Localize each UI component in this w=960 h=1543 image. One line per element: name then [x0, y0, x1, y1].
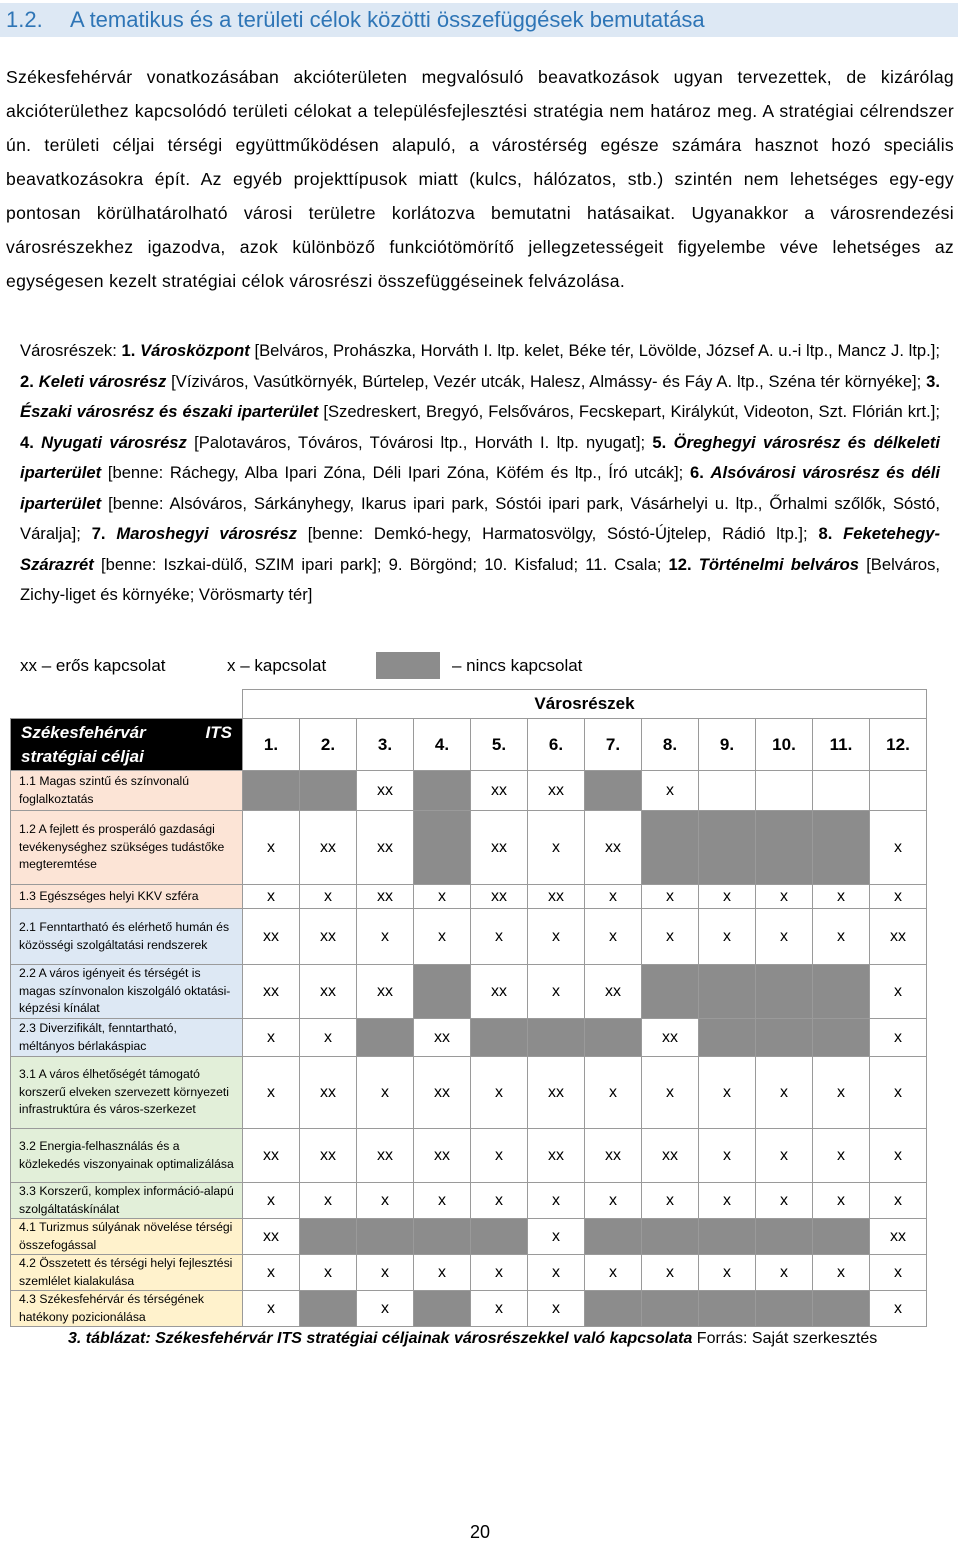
connection-cell: x: [243, 1255, 300, 1291]
connection-cell: xx: [357, 1129, 414, 1183]
connection-cell: xx: [870, 1219, 927, 1255]
district-number: 7.: [91, 524, 106, 543]
connection-cell: xx: [300, 1129, 357, 1183]
connection-cell: [870, 771, 927, 811]
district-name: Északi városrész és északi iparterület: [20, 402, 319, 421]
connection-cell: [813, 771, 870, 811]
connection-cell: xx: [357, 811, 414, 885]
connection-cell: x: [756, 885, 813, 909]
no-connection-cell: [756, 1019, 813, 1057]
connection-cell: x: [870, 1291, 927, 1327]
strategic-goal-label: 2.2 A város igényeit és térségét is magas színvonalon kiszolgáló oktatási-képzési kínálat: [11, 965, 243, 1019]
connection-cell: x: [699, 885, 756, 909]
connection-cell: xx: [585, 1129, 642, 1183]
connection-cell: x: [357, 909, 414, 965]
legend-none-swatch: [376, 652, 440, 679]
connection-cell: x: [300, 1255, 357, 1291]
no-connection-cell: [585, 1219, 642, 1255]
district-name: Városközpont: [140, 341, 250, 360]
connection-cell: x: [585, 1255, 642, 1291]
connection-cell: x: [585, 885, 642, 909]
connection-cell: xx: [585, 811, 642, 885]
district-description: [Belváros, Zichy-liget és környéke; Vörösmarty tér]: [20, 554, 940, 604]
no-connection-cell: [585, 771, 642, 811]
table-row: [11, 1129, 927, 1183]
connection-cell: x: [528, 1291, 585, 1327]
districts-intro: Városrészek:: [20, 341, 122, 360]
connection-cell: xx: [471, 771, 528, 811]
connection-cell: x: [642, 1057, 699, 1129]
connection-cell: x: [813, 1255, 870, 1291]
connection-cell: xx: [414, 1057, 471, 1129]
table-row: [11, 1219, 927, 1255]
connection-cell: x: [870, 1183, 927, 1219]
section-number: 1.2.: [6, 7, 43, 32]
connection-cell: xx: [471, 965, 528, 1019]
connection-cell: xx: [528, 771, 585, 811]
no-connection-cell: [642, 965, 699, 1019]
connection-cell: x: [585, 909, 642, 965]
no-connection-cell: [699, 1019, 756, 1057]
connection-cell: x: [870, 1057, 927, 1129]
connection-cell: xx: [300, 965, 357, 1019]
districts-paragraph: [20, 336, 940, 611]
connection-cell: x: [471, 1129, 528, 1183]
connection-cell: x: [813, 1129, 870, 1183]
connection-cell: x: [528, 1183, 585, 1219]
no-connection-cell: [699, 1219, 756, 1255]
goals-header-b: ITS: [205, 722, 232, 742]
page-number: 20: [469, 1522, 491, 1542]
connection-cell: x: [357, 1183, 414, 1219]
district-column-header: 7.: [585, 719, 642, 771]
table-row: [11, 1183, 927, 1219]
connection-cell: x: [813, 885, 870, 909]
connection-cell: [699, 771, 756, 811]
strategic-goal-label: 4.1 Turizmus súlyának növelése térségi összefogással: [11, 1219, 243, 1255]
strategic-goal-label: 1.1 Magas szintű és színvonalú foglalkoztatás: [11, 771, 243, 811]
connection-cell: x: [414, 885, 471, 909]
connection-cell: xx: [300, 1057, 357, 1129]
district-name: Maroshegyi városrész: [116, 524, 297, 543]
district-number: 2.: [20, 371, 34, 391]
district-number: 12.: [668, 554, 692, 574]
connection-cell: x: [243, 1291, 300, 1327]
connection-cell: x: [414, 1183, 471, 1219]
no-connection-cell: [756, 1291, 813, 1327]
connection-cell: x: [870, 1129, 927, 1183]
district-list: [20, 341, 940, 604]
table-row: [11, 1019, 927, 1057]
connection-cell: xx: [414, 1129, 471, 1183]
no-connection-cell: [699, 811, 756, 885]
connection-cell: x: [300, 1183, 357, 1219]
connection-cell: x: [243, 1019, 300, 1057]
connection-cell: x: [471, 1057, 528, 1129]
no-connection-cell: [357, 1019, 414, 1057]
connection-cell: x: [471, 1255, 528, 1291]
connection-cell: x: [642, 1183, 699, 1219]
no-connection-cell: [642, 1219, 699, 1255]
caption-source: Forrás: Saját szerkesztés: [692, 1330, 878, 1347]
connection-cell: xx: [528, 1129, 585, 1183]
no-connection-cell: [813, 811, 870, 885]
connection-cell: x: [699, 1255, 756, 1291]
connection-cell: x: [642, 909, 699, 965]
connection-cell: x: [528, 1219, 585, 1255]
table-row: [11, 1291, 927, 1327]
legend-strong: xx – erős kapcsolat: [20, 656, 166, 675]
table-row: [11, 771, 927, 811]
goals-header-c: stratégiai céljai: [21, 746, 144, 766]
connection-cell: x: [243, 1183, 300, 1219]
connection-cell: x: [870, 965, 927, 1019]
goals-header-a: Székesfehérvár: [21, 722, 146, 742]
connection-cell: xx: [870, 909, 927, 965]
connection-cell: x: [870, 885, 927, 909]
table-caption: [68, 1330, 877, 1348]
connection-cell: x: [870, 1255, 927, 1291]
district-column-header: 3.: [357, 719, 414, 771]
no-connection-cell: [528, 1019, 585, 1057]
district-name: Keleti városrész: [38, 371, 167, 391]
no-connection-cell: [756, 811, 813, 885]
connection-cell: x: [471, 909, 528, 965]
section-heading: [0, 3, 958, 37]
no-connection-cell: [756, 965, 813, 1019]
connection-cell: xx: [300, 811, 357, 885]
connection-cell: [756, 771, 813, 811]
table-row: [11, 811, 927, 885]
district-description: [benne: Demkó-hegy, Harmatosvölgy, Sóstó-Újtelep, Rádió ltp.];: [296, 524, 819, 543]
connection-cell: x: [756, 1255, 813, 1291]
strategic-goal-label: 1.3 Egészséges helyi KKV szféra: [11, 885, 243, 909]
connection-cell: xx: [357, 965, 414, 1019]
district-description: [Belváros, Prohászka, Horváth I. ltp. kelet, Béke tér, Lövölde, József A. u.-i ltp., Mancz J. ltp.];: [249, 341, 940, 360]
no-connection-cell: [642, 1291, 699, 1327]
strategic-goal-label: 1.2 A fejlett és prosperáló gazdasági tevékenységhez szükséges tudástőke megteremtése: [11, 811, 243, 885]
connection-cell: x: [870, 811, 927, 885]
connection-cell: x: [813, 909, 870, 965]
connection-cell: x: [699, 1129, 756, 1183]
connection-cell: x: [528, 811, 585, 885]
connection-cell: xx: [414, 1019, 471, 1057]
connection-cell: xx: [642, 1129, 699, 1183]
section-title: A tematikus és a területi célok közötti összefüggések bemutatása: [70, 7, 705, 32]
connection-cell: x: [813, 1057, 870, 1129]
goals-district-matrix: [10, 689, 927, 1327]
connection-cell: x: [585, 1057, 642, 1129]
no-connection-cell: [813, 1019, 870, 1057]
no-connection-cell: [699, 1291, 756, 1327]
district-description: [Víziváros, Vasútkörnyék, Búrtelep, Vezér utcák, Halesz, Almássy- és Fáy A. ltp., Széna tér környéke];: [166, 371, 927, 391]
district-column-header: 9.: [699, 719, 756, 771]
no-connection-cell: [813, 1291, 870, 1327]
district-column-header: 12.: [870, 719, 927, 771]
connection-cell: x: [243, 811, 300, 885]
strategic-goal-label: 4.2 Összetett és térségi helyi fejlesztési szemlélet kialakulása: [11, 1255, 243, 1291]
connection-cell: x: [300, 885, 357, 909]
district-column-header: 2.: [300, 719, 357, 771]
no-connection-cell: [300, 771, 357, 811]
table-row: [11, 1057, 927, 1129]
strategic-goal-label: 4.3 Székesfehérvár és térségének hatékony pozicionálása: [11, 1291, 243, 1327]
district-description: [benne: Alsóváros, Sárkányhegy, Ikarus ipari park, Sóstói ipari park, Vásárhelyi u. ltp., Őrhalmi szőlők, Sóstó, Váralja];: [20, 493, 940, 543]
district-number: 6.: [689, 463, 704, 482]
district-description: [benne: Ráchegy, Alba Ipari Zóna, Déli Ipari Zóna, Köfém és ltp., Író utcák];: [101, 463, 690, 482]
district-number: 4.: [20, 432, 34, 452]
connection-cell: x: [243, 1057, 300, 1129]
connection-cell: x: [357, 1255, 414, 1291]
connection-cell: xx: [528, 1057, 585, 1129]
strategic-goal-label: 3.3 Korszerű, komplex információ-alapú szolgáltatáskínálat: [11, 1183, 243, 1219]
connection-cell: x: [699, 1057, 756, 1129]
connection-cell: x: [471, 1291, 528, 1327]
no-connection-cell: [414, 1291, 471, 1327]
connection-cell: xx: [243, 965, 300, 1019]
district-column-header: 11.: [813, 719, 870, 771]
connection-cell: x: [528, 909, 585, 965]
legend-link: x – kapcsolat: [227, 656, 327, 675]
connection-cell: x: [642, 771, 699, 811]
district-description: [Palotaváros, Tóváros, Tóvárosi ltp., Horváth I. ltp. nyugat];: [186, 432, 653, 452]
district-column-header: 4.: [414, 719, 471, 771]
connection-cell: x: [414, 1255, 471, 1291]
connection-cell: x: [585, 1183, 642, 1219]
connection-cell: x: [756, 1129, 813, 1183]
connection-cell: xx: [471, 885, 528, 909]
no-connection-cell: [699, 965, 756, 1019]
district-column-header: 6.: [528, 719, 585, 771]
connection-cell: xx: [243, 1219, 300, 1255]
no-connection-cell: [300, 1291, 357, 1327]
intro-paragraph: Székesfehérvár vonatkozásában akcióterületen megvalósuló beavatkozások ugyan tervezettek, de kizárólag akcióterülethez kapcsolódó területi célokat a településfejlesztési stratégia nem határoz meg. A stratégiai célrendszer ún. területi céljai térségi együttműködésen alapuló, a várostérség egésze számára hasznot hozó speciális beavatkozásokra épít. Az egyéb projekttípusok miatt (kulcs, hálózatos, stb.) szintén nem lehetséges egy-egy pontosan körülhatárolható városi területre korlátozva bemutatni hatásaikat. Ugyanakkor a városrendezési városrészekhez igazodva, azok különböző funkciótömörítő jellegzetességeit figyelembe véve lehetséges az egységesen kezelt stratégiai célok városrészi összefüggéseinek felvázolása.: [6, 67, 954, 291]
connection-cell: x: [357, 1057, 414, 1129]
no-connection-cell: [813, 965, 870, 1019]
table-row: [11, 1255, 927, 1291]
no-connection-cell: [585, 1019, 642, 1057]
no-connection-cell: [414, 1219, 471, 1255]
no-connection-cell: [414, 771, 471, 811]
district-column-header: 1.: [243, 719, 300, 771]
connection-cell: xx: [357, 885, 414, 909]
legend-none: – nincs kapcsolat: [452, 656, 583, 675]
district-number: 8.: [818, 524, 833, 543]
connection-cell: x: [756, 1183, 813, 1219]
table-row: [11, 965, 927, 1019]
connection-cell: x: [528, 965, 585, 1019]
caption-title: 3. táblázat: Székesfehérvár ITS stratégiai céljainak városrészekkel való kapcsolata: [68, 1330, 693, 1347]
connection-cell: xx: [243, 1129, 300, 1183]
connection-cell: x: [528, 1255, 585, 1291]
no-connection-cell: [414, 811, 471, 885]
connection-cell: xx: [243, 909, 300, 965]
district-description: [Szedreskert, Bregyó, Felsőváros, Fecskepart, Királykút, Videoton, Szt. Flórián krt.];: [318, 402, 940, 421]
district-name: Feketehegy-Szárazrét: [20, 524, 940, 574]
connection-cell: x: [414, 909, 471, 965]
connection-cell: x: [642, 1255, 699, 1291]
strategic-goal-label: 2.3 Diverzifikált, fenntartható, méltányos bérlakáspiac: [11, 1019, 243, 1057]
connection-cell: x: [756, 909, 813, 965]
no-connection-cell: [471, 1219, 528, 1255]
district-name: Alsóvárosi városrész és déli iparterület: [20, 463, 940, 513]
no-connection-cell: [813, 1219, 870, 1255]
districts-group-header: Városrészek: [243, 690, 927, 719]
goals-header: [11, 719, 243, 771]
connection-cell: x: [699, 909, 756, 965]
no-connection-cell: [357, 1219, 414, 1255]
district-number: 5.: [652, 432, 667, 452]
table-row: [11, 885, 927, 909]
no-connection-cell: [756, 1219, 813, 1255]
connection-cell: x: [357, 1291, 414, 1327]
connection-cell: x: [642, 885, 699, 909]
connection-cell: x: [243, 885, 300, 909]
district-number: 1.: [121, 341, 136, 360]
no-connection-cell: [414, 965, 471, 1019]
connection-cell: xx: [585, 965, 642, 1019]
strategic-goal-label: 2.1 Fenntartható és elérhető humán és közösségi szolgáltatási rendszerek: [11, 909, 243, 965]
district-column-header: 8.: [642, 719, 699, 771]
connection-cell: x: [756, 1057, 813, 1129]
connection-cell: xx: [528, 885, 585, 909]
district-number: 3.: [926, 371, 940, 391]
no-connection-cell: [243, 771, 300, 811]
strategic-goal-label: 3.2 Energia-felhasználás és a közlekedés viszonyainak optimalizálása: [11, 1129, 243, 1183]
strategic-goal-label: 3.1 A város élhetőségét támogató korszerű elveken szervezett környezeti infrastruktúra és város-szerkezet: [11, 1057, 243, 1129]
district-name: Nyugati városrész: [41, 432, 187, 452]
no-connection-cell: [300, 1219, 357, 1255]
district-column-header: 10.: [756, 719, 813, 771]
district-name: Öreghegyi városrész és délkeleti iparterület: [20, 432, 940, 482]
connection-cell: xx: [471, 811, 528, 885]
no-connection-cell: [471, 1019, 528, 1057]
district-column-header: 5.: [471, 719, 528, 771]
connection-cell: x: [870, 1019, 927, 1057]
no-connection-cell: [585, 1291, 642, 1327]
connection-cell: xx: [642, 1019, 699, 1057]
district-description: [benne: Iszkai-dülő, SZIM ipari park]; 9. Börgönd; 10. Kisfalud; 11. Csala;: [93, 554, 669, 574]
no-connection-cell: [642, 811, 699, 885]
connection-cell: xx: [300, 909, 357, 965]
connection-cell: x: [699, 1183, 756, 1219]
connection-cell: x: [813, 1183, 870, 1219]
connection-cell: xx: [357, 771, 414, 811]
table-row: [11, 909, 927, 965]
district-name: Történelmi belváros: [698, 554, 860, 574]
connection-cell: x: [471, 1183, 528, 1219]
connection-cell: x: [300, 1019, 357, 1057]
